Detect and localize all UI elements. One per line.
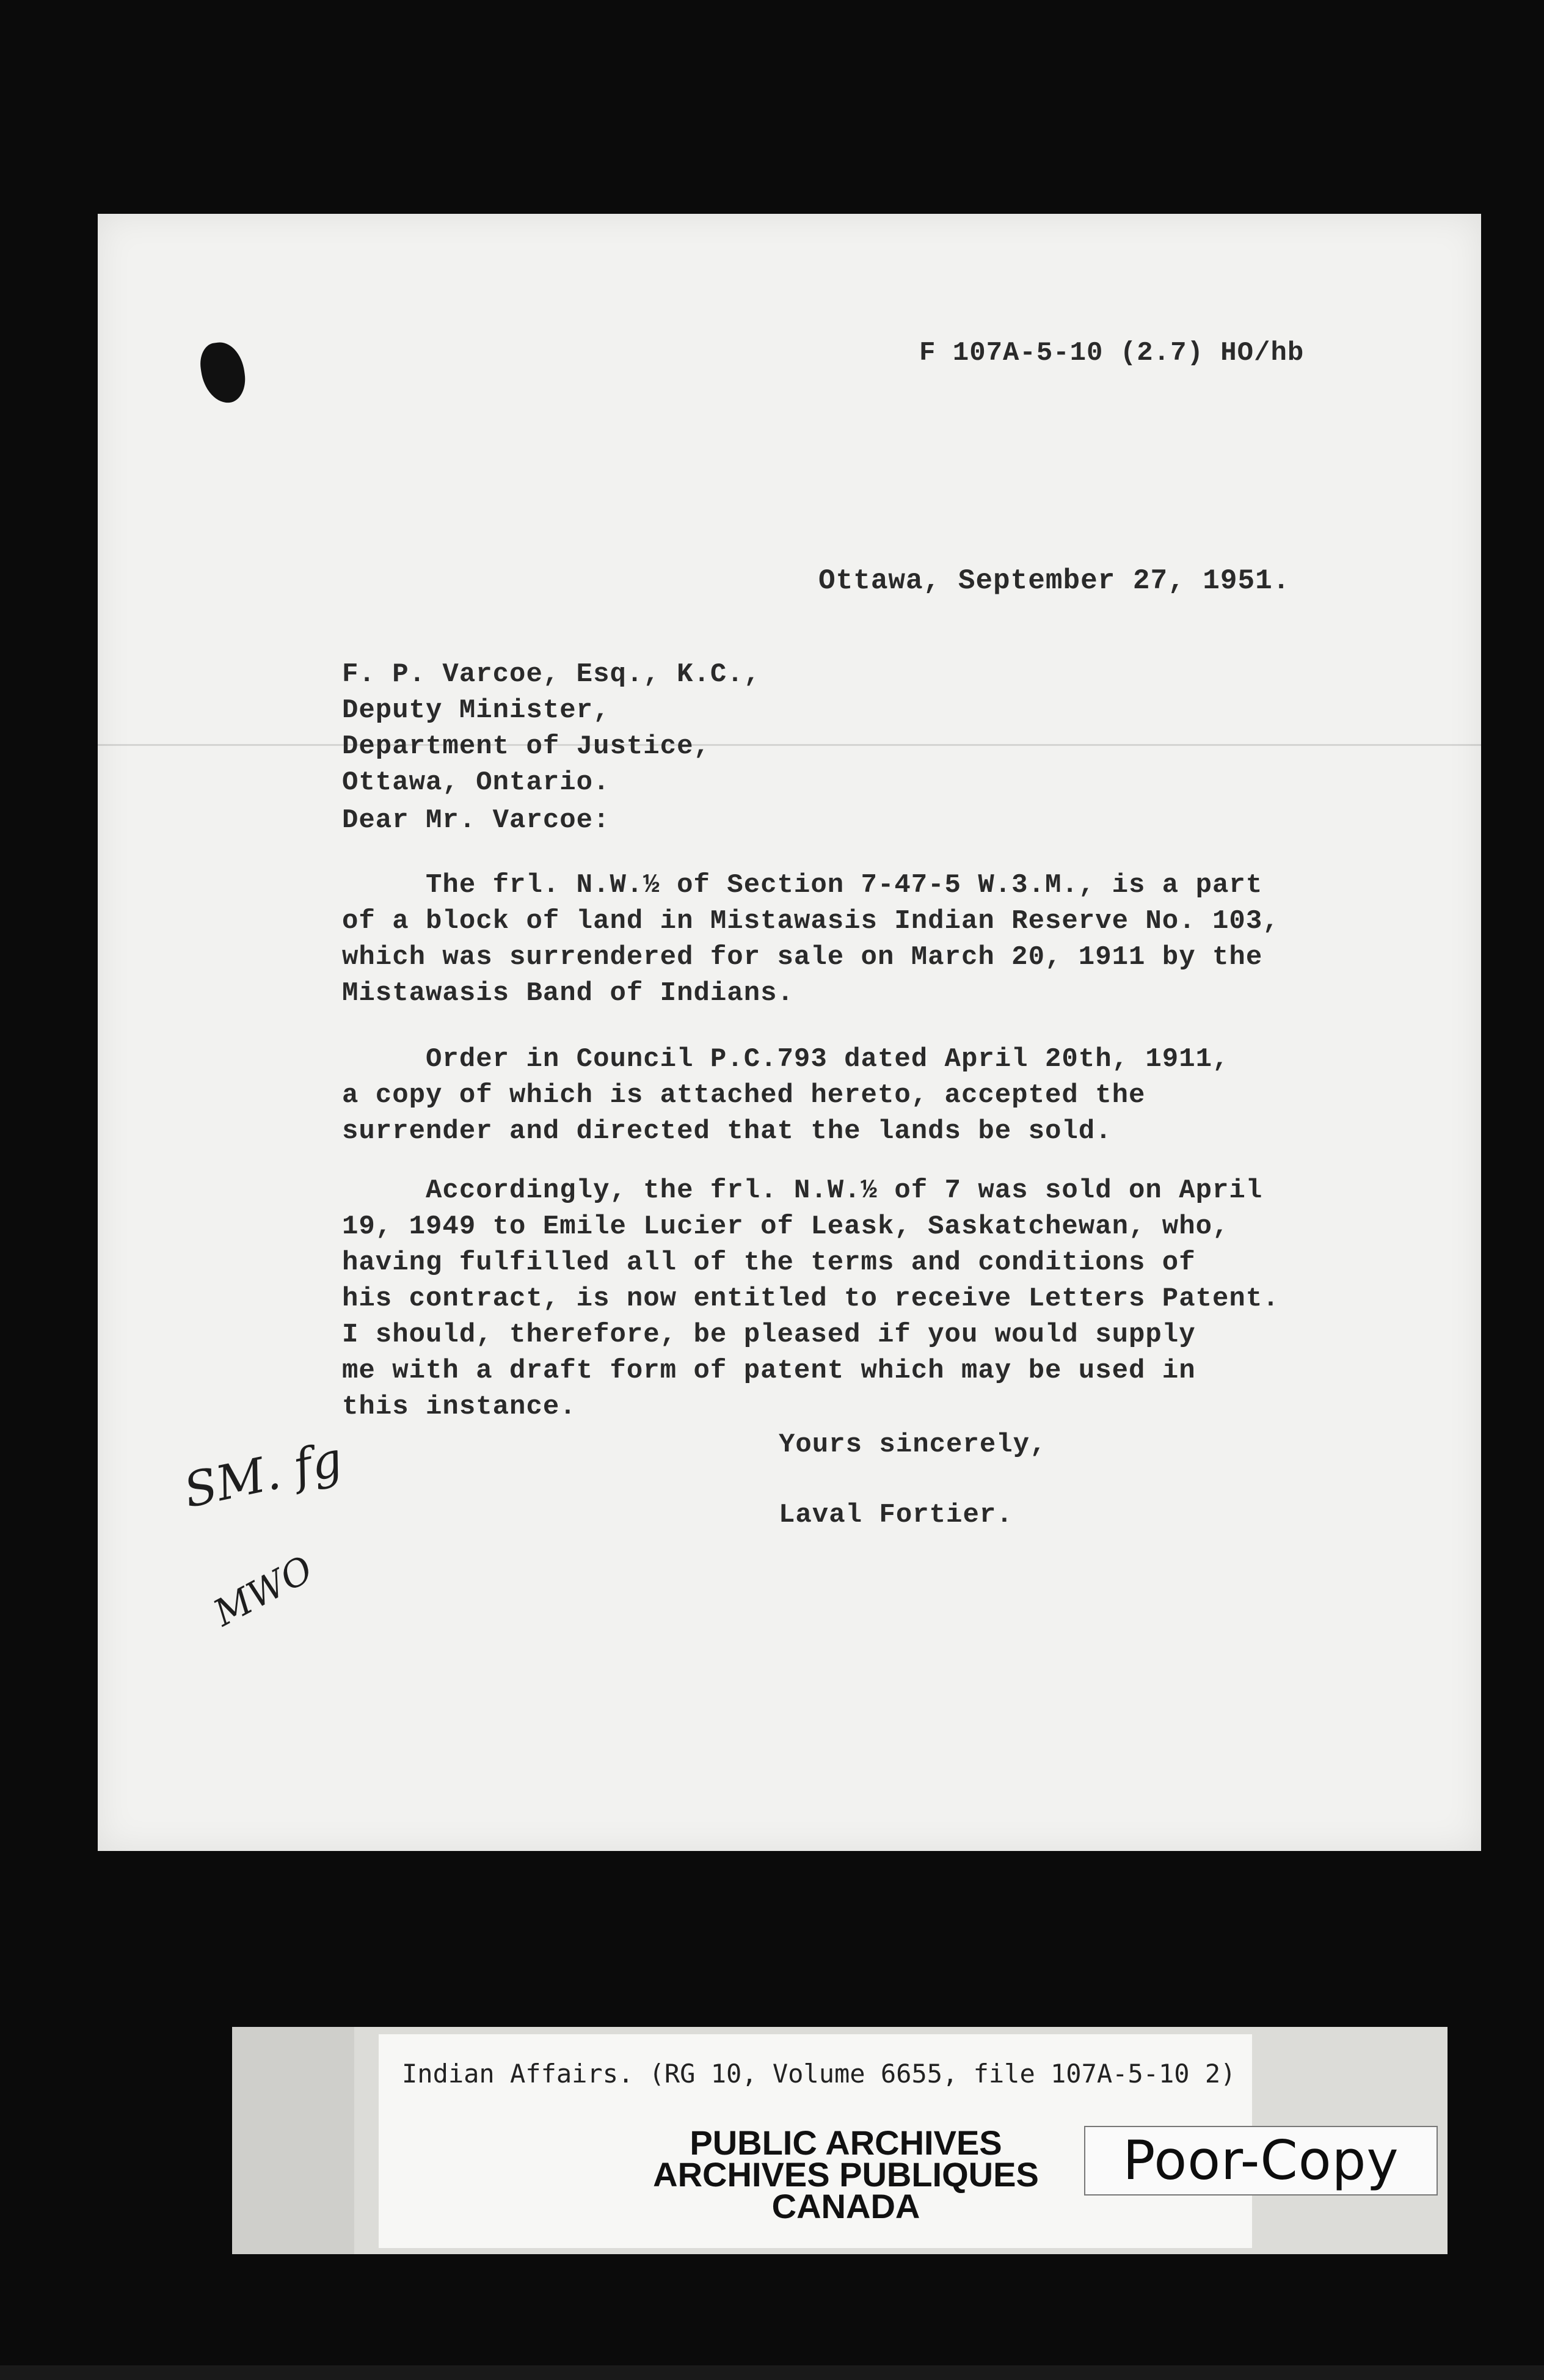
paragraph-line: I should, therefore, be pleased if you would supply: [342, 1320, 1196, 1350]
paragraph-line: a copy of which is attached hereto, accepted the: [342, 1080, 1146, 1111]
paragraph-line: surrender and directed that the lands be sold.: [342, 1116, 1112, 1147]
paragraph-line: Accordingly, the frl. N.W.½ of 7 was sold on April: [342, 1175, 1263, 1206]
archives-line: ARCHIVES PUBLIQUES: [653, 2155, 1039, 2194]
paragraph-line: having fulfilled all of the terms and conditions of: [342, 1247, 1196, 1278]
paragraph-line: Mistawasis Band of Indians.: [342, 978, 794, 1009]
paragraph-line: me with a draft form of patent which may be used in: [342, 1356, 1196, 1386]
paragraph-line: The frl. N.W.½ of Section 7-47-5 W.3.M., is a part: [342, 870, 1263, 900]
address-line: Deputy Minister,: [342, 695, 610, 726]
fold-line: [98, 744, 1481, 746]
film-edge: [0, 2365, 1544, 2380]
handwritten-note: MWO: [206, 1547, 320, 1635]
paragraph-line: 19, 1949 to Emile Lucier of Leask, Saskatchewan, who,: [342, 1211, 1229, 1242]
archive-label-tab: [232, 2027, 354, 2254]
file-reference: F 107A-5-10 (2.7) HO/hb: [919, 338, 1305, 368]
archives-block: [614, 2123, 1078, 2225]
paragraph-line: his contract, is now entitled to receive Letters Patent.: [342, 1283, 1280, 1314]
salutation: Dear Mr. Varcoe:: [342, 805, 610, 836]
paragraph-line: this instance.: [342, 1392, 577, 1422]
address-line: Ottawa, Ontario.: [342, 767, 610, 798]
paragraph-line: of a block of land in Mistawasis Indian Reserve No. 103,: [342, 906, 1280, 936]
letter-date: Ottawa, September 27, 1951.: [818, 565, 1291, 597]
address-line: Department of Justice,: [342, 731, 710, 762]
handwritten-initials: SM. fg: [179, 1431, 348, 1519]
paragraph-line: which was surrendered for sale on March 20, 1911 by the: [342, 942, 1263, 973]
paragraph-line: Order in Council P.C.793 dated April 20th, 1911,: [342, 1044, 1229, 1075]
archives-line: CANADA: [771, 2187, 920, 2225]
letter-page: [98, 214, 1481, 1851]
archive-reference: Indian Affairs. (RG 10, Volume 6655, file 107A-5-10 2): [402, 2059, 1236, 2089]
poor-copy-stamp: Poor-Copy: [1084, 2126, 1438, 2196]
closing: Yours sincerely,: [779, 1429, 1047, 1460]
address-line: F. P. Varcoe, Esq., K.C.,: [342, 659, 761, 690]
archives-line: PUBLIC ARCHIVES: [690, 2123, 1002, 2162]
signer-name: Laval Fortier.: [779, 1500, 1013, 1530]
